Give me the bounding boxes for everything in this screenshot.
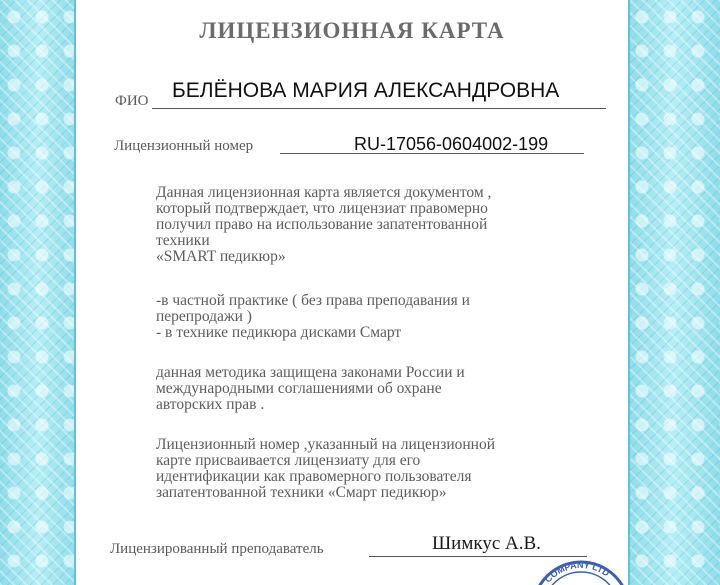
ornamental-border-left <box>0 0 76 585</box>
fio-value: БЕЛЁНОВА МАРИЯ АЛЕКСАНДРОВНА <box>172 79 560 102</box>
document-body <box>76 0 628 585</box>
teacher-signature: Шимкус А.В. <box>432 533 541 554</box>
license-number-label: Лицензионный номер <box>114 138 254 154</box>
fio-label: ФИО <box>115 93 149 109</box>
document-title: ЛИЦЕНЗИОННАЯ КАРТА <box>199 18 505 43</box>
teacher-label: Лицензированный преподаватель <box>110 541 324 557</box>
paragraph-usage-terms: -в частной практике ( без права преподавания и перепродажи ) - в технике педикюра дисками Смарт <box>156 292 470 341</box>
paragraph-identification: Лицензионный номер ,указанный на лицензионной карте присваивается лицензиату для его идентификации как правомерного пользователя запатентованной техники «Смарт педикюр» <box>156 436 496 501</box>
paragraph-license-purpose: Данная лицензионная карта является документом , который подтверждает, что лицензиат правомерно получил право на использование запатентованной техники «SMART педикюр» <box>156 184 492 265</box>
stamp-text: COMPANY LTD <box>542 559 612 585</box>
border-divider-right <box>628 0 630 585</box>
fio-underline <box>152 108 606 109</box>
license-number-value: RU-17056-0604002-199 <box>354 134 549 154</box>
paragraph-copyright: данная методика защищена законами России и международными соглашениями об охране авторских прав . <box>156 364 465 413</box>
ornamental-border-right <box>628 0 720 585</box>
company-stamp <box>506 555 656 585</box>
